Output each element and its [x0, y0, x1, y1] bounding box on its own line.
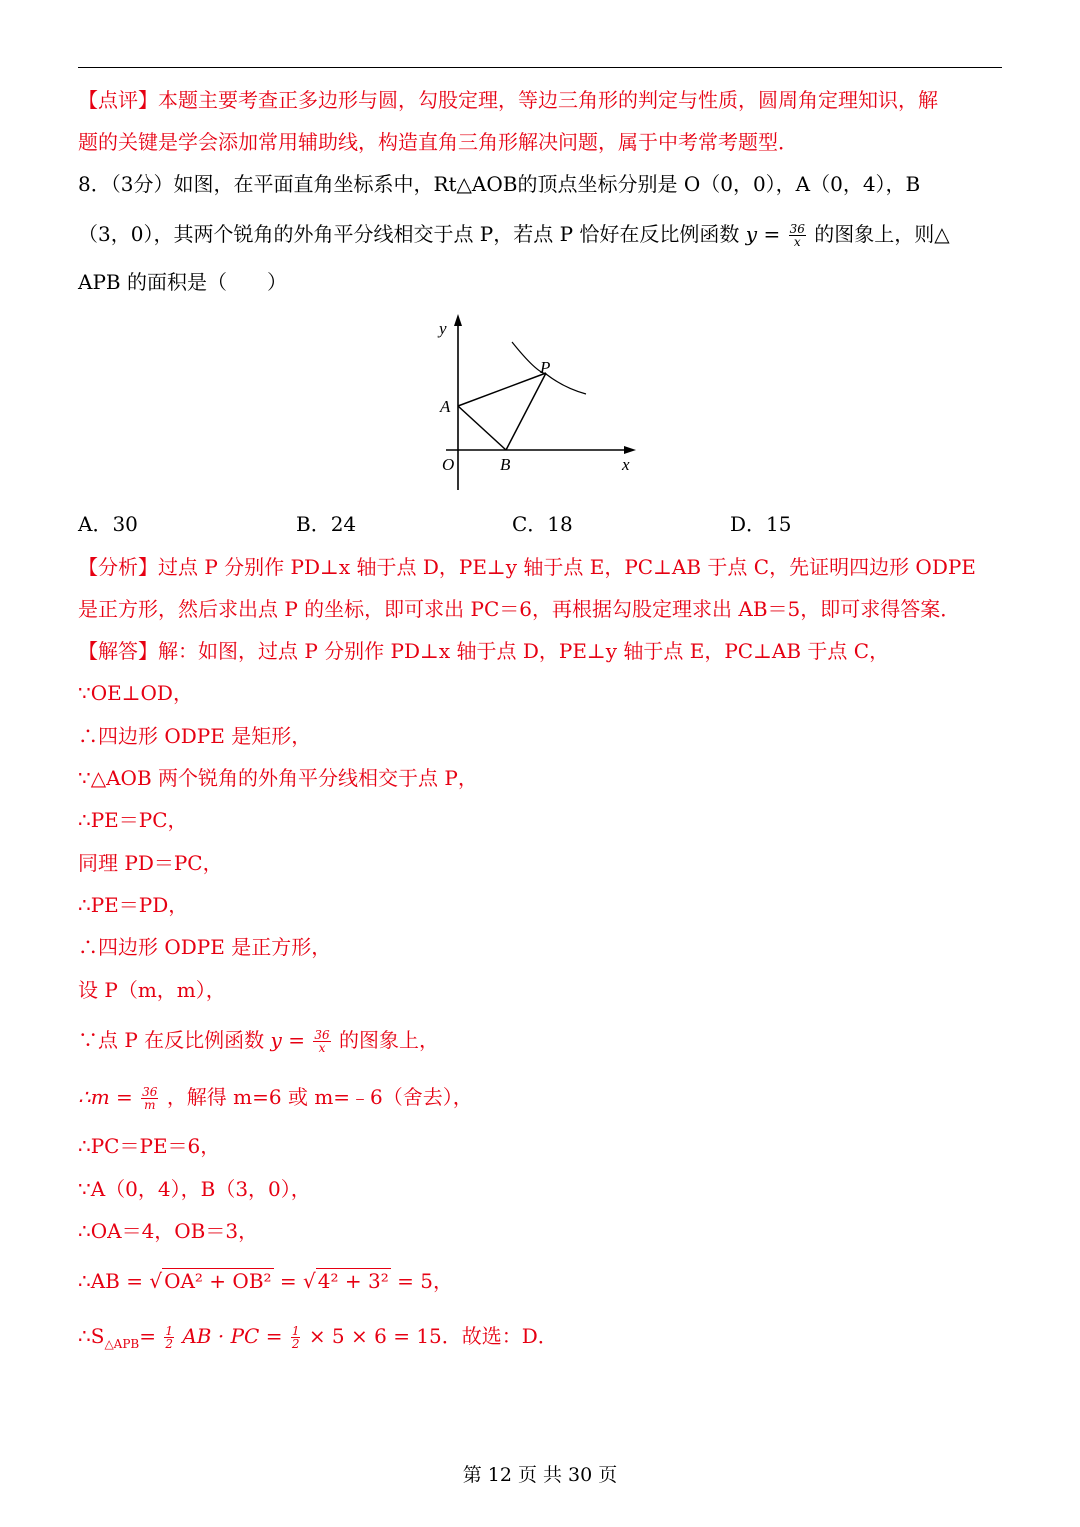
option-b: B．24 — [296, 512, 357, 536]
segment-ab — [458, 406, 506, 450]
solution-line-3: ∴四边形 ODPE 是矩形， — [78, 724, 312, 748]
solution-l10-fraction — [313, 1029, 330, 1054]
question-func: y = — [745, 222, 781, 246]
solution-l15-root-2: 4² + 3² — [317, 1269, 389, 1293]
analysis-line-2: 是正方形，然后求出点 P 的坐标，即可求出 PC＝6，再根据勾股定理求出 AB＝5，即可求得答案． — [78, 597, 961, 621]
solution-line-1: 【解答】解：如图，过点 P 分别作 PD⊥x 轴于点 D，PE⊥y 轴于点 E，PC⊥AB 于点 C， — [78, 639, 890, 663]
page-footer: 第 12 页 共 30 页 — [462, 1464, 618, 1486]
segment-ap — [458, 373, 546, 406]
comment-line-1: 【点评】本题主要考查正多边形与圆，勾股定理，等边三角形的判定与性质，圆周角定理知识，解 — [78, 88, 938, 112]
fraction-denominator: m — [144, 1098, 156, 1112]
header-rule — [78, 67, 1002, 68]
solution-l11-m: ∴m = — [78, 1085, 133, 1109]
solution-line-5: ∴PE＝PC， — [78, 808, 188, 832]
fraction-denominator: 2 — [291, 1337, 300, 1351]
question-line-1: 8．（3分）如图，在平面直角坐标系中，Rt△AOB的顶点坐标分别是 O（0，0），A（0，4），B — [78, 172, 921, 196]
label-y: y — [439, 319, 447, 338]
solution-line-8: ∴四边形 ODPE 是正方形， — [78, 935, 332, 959]
solution-line-7: ∴PE＝PD， — [78, 893, 189, 917]
coordinate-figure — [436, 310, 646, 495]
question-text-b: 的图象上，则△ — [814, 222, 950, 246]
fraction-numerator: 36 — [314, 1028, 330, 1042]
label-x: x — [622, 455, 630, 474]
option-d: D．15 — [730, 512, 792, 536]
label-p: P — [540, 358, 551, 377]
solution-l16-s: ∴S — [78, 1324, 105, 1348]
question-line-3: APB 的面积是（ ） — [78, 270, 287, 294]
solution-line-12: ∴PC＝PE＝6， — [78, 1134, 221, 1158]
solution-line-4: ∵△AOB 两个锐角的外角平分线相交于点 P， — [78, 766, 478, 790]
solution-line-14: ∴OA＝4，OB＝3， — [78, 1219, 259, 1243]
option-c: C．18 — [512, 512, 573, 536]
solution-line-11 — [78, 1083, 473, 1111]
label-o: O — [442, 455, 455, 474]
solution-l15-root-1: OA² + OB² — [164, 1269, 272, 1293]
question-line-2 — [78, 220, 950, 248]
solution-l16-eq: = — [139, 1324, 156, 1348]
solution-line-13: ∵A（0，4），B（3，0）， — [78, 1177, 311, 1201]
solution-l16-sub: △APB — [104, 1337, 140, 1351]
fraction-numerator: 36 — [142, 1085, 158, 1099]
solution-l15-eq: = — [279, 1269, 297, 1293]
fraction-numerator: 1 — [291, 1324, 300, 1338]
solution-line-16 — [78, 1322, 558, 1358]
analysis-line-1: 【分析】过点 P 分别作 PD⊥x 轴于点 D，PE⊥y 轴于点 E，PC⊥AB 于点 C，先证明四边形 ODPE — [78, 555, 976, 579]
solution-l15-start: ∴AB = — [78, 1269, 143, 1293]
solution-l16-half-2 — [291, 1325, 301, 1350]
fraction-denominator: x — [793, 235, 801, 249]
solution-l15-end: = 5， — [397, 1269, 453, 1293]
question-fraction — [789, 223, 806, 248]
comment-line-2: 题的关键是学会添加常用辅助线，构造直角三角形解决问题，属于中考常考题型． — [78, 130, 798, 154]
solution-l10-text-a: ∵点 P 在反比例函数 — [78, 1028, 265, 1052]
label-b: B — [500, 455, 511, 474]
solution-line-6: 同理 PD＝PC， — [78, 851, 223, 875]
fraction-denominator: x — [318, 1041, 326, 1055]
solution-l11-fraction — [141, 1086, 158, 1111]
x-axis-arrow — [624, 446, 636, 454]
fraction-denominator: 2 — [165, 1337, 173, 1351]
question-text-a: （3，0），其两个锐角的外角平分线相交于点 P，若点 P 恰好在反比例函数 — [78, 222, 740, 246]
solution-l16-mid: AB · PC = — [182, 1324, 283, 1348]
solution-line-15: ∴AB = √ OA² + OB² = √ 4² + 3² = 5， — [78, 1269, 453, 1293]
fraction-numerator: 1 — [165, 1324, 173, 1338]
label-a: A — [440, 397, 451, 416]
solution-line-2: ∵OE⊥OD， — [78, 681, 193, 705]
solution-l10-text-b: 的图象上， — [338, 1028, 439, 1052]
solution-line-9: 设 P（m，m）， — [78, 978, 226, 1002]
solution-line-10 — [78, 1026, 439, 1054]
fraction-numerator: 36 — [789, 222, 805, 236]
option-a: A．30 — [78, 512, 138, 536]
solution-l11-text: ，解得 m=6 或 m=﹣6（舍去）， — [166, 1085, 473, 1109]
solution-l16-half-1 — [164, 1325, 174, 1350]
solution-l10-func: y = — [270, 1028, 305, 1052]
y-axis-arrow — [454, 314, 462, 326]
solution-l16-end: × 5 × 6 = 15．故选：D． — [308, 1324, 558, 1348]
segment-bp — [506, 373, 546, 450]
